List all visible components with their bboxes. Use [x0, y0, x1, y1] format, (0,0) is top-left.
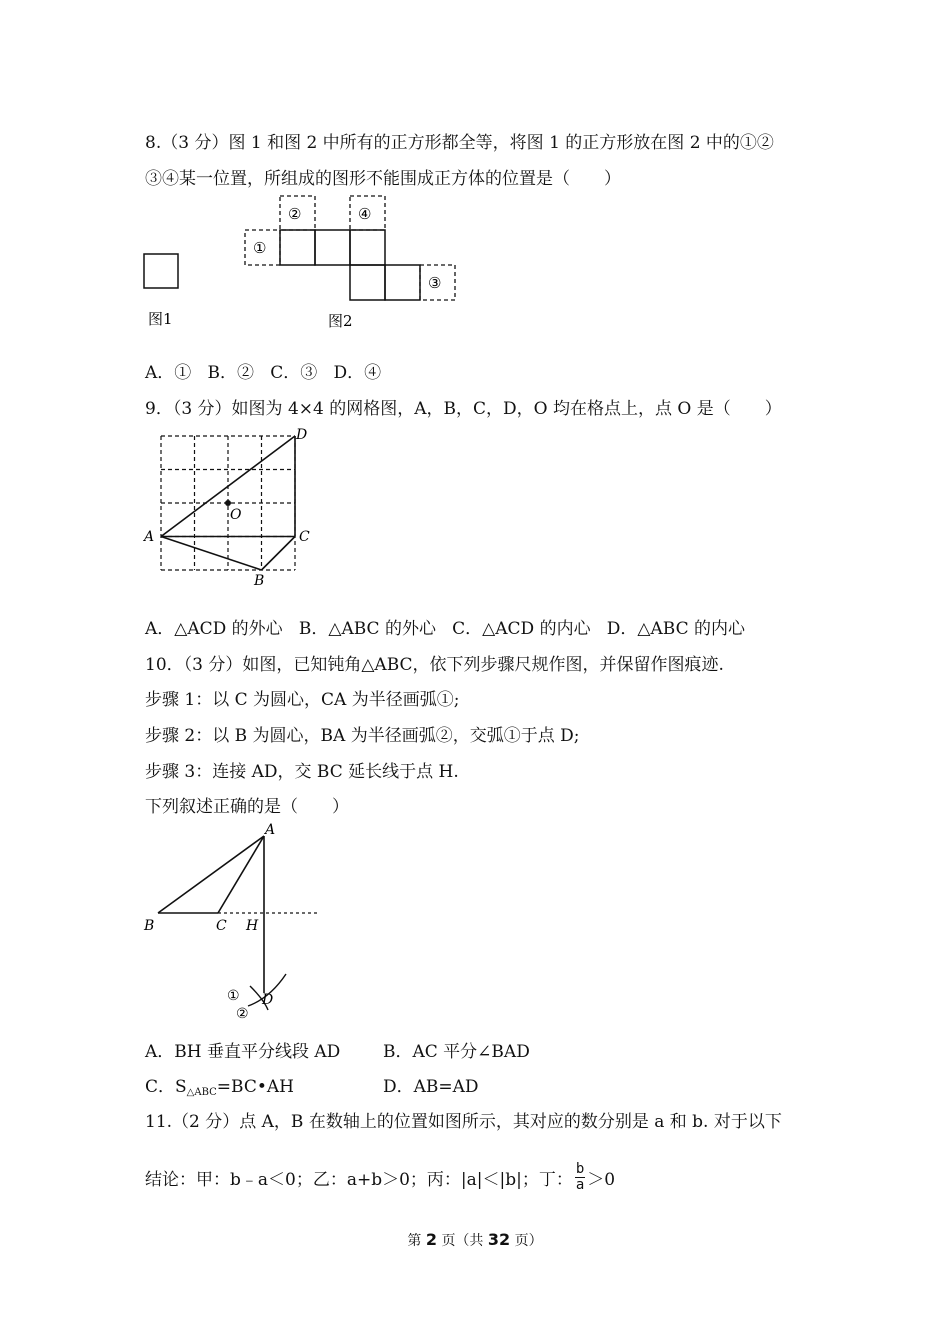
footer-pre: 第: [407, 1233, 422, 1249]
q8-option-d[interactable]: D．④: [333, 363, 382, 383]
label-a: A: [144, 529, 155, 545]
q8-figure-svg: [140, 192, 470, 337]
q11-conclusions: [145, 1162, 615, 1193]
q9-stem: 9．（3 分）如图为 4×4 的网格图，A，B，C，D，O 均在格点上，点 O 是（ ）: [145, 399, 782, 419]
label-d: D: [262, 992, 274, 1008]
q10-option-c[interactable]: [145, 1072, 294, 1098]
arc-mark-1: ①: [227, 988, 240, 1004]
label-h: H: [246, 918, 259, 934]
q10-step1: 步骤 1：以 C 为圆心，CA 为半径画弧①;: [145, 690, 460, 710]
footer-page-number: 2: [425, 1230, 437, 1249]
q8-options: [145, 358, 381, 383]
q8-stem-line2: ③④某一位置，所组成的图形不能围成正方体的位置是（ ）: [145, 169, 621, 189]
q11-stem: 11.（2 分）点 A，B 在数轴上的位置如图所示，其对应的数分别是 a 和 b. 对于以下: [145, 1112, 782, 1132]
q10-option-c-pre: C．S: [145, 1077, 187, 1097]
mark-4: ④: [358, 205, 372, 223]
footer-post: 页）: [514, 1233, 543, 1249]
fig2-solid-squares: [280, 230, 420, 300]
q9-option-b[interactable]: B．△ABC 的外心: [298, 619, 436, 639]
q10-option-c-sub: △ABC: [186, 1087, 217, 1098]
q10-stem: 10．（3 分）如图，已知钝角△ABC，依下列步骤尺规作图，并保留作图痕迹.: [145, 655, 724, 675]
q9-options: [145, 614, 745, 639]
q9-grid-svg: [140, 425, 320, 590]
fig1-square: [144, 254, 178, 288]
label-a: A: [265, 822, 276, 838]
mark-2: ②: [288, 205, 302, 223]
footer-mid: 页（共: [441, 1233, 484, 1249]
q8-figure: [140, 192, 470, 337]
q10-ask: 下列叙述正确的是（ ）: [145, 797, 349, 817]
label-b: B: [144, 918, 155, 934]
fraction-b-over-a: [575, 1162, 585, 1193]
label-c: C: [216, 918, 227, 934]
fraction-denominator: a: [575, 1177, 585, 1193]
q10-option-b[interactable]: B．AC 平分∠BAD: [383, 1042, 530, 1062]
q10-construction-svg: [140, 820, 325, 1025]
q10-option-a[interactable]: A．BH 垂直平分线段 AD: [145, 1042, 341, 1062]
q9-option-d[interactable]: D．△ABC 的内心: [606, 619, 745, 639]
q11-conclusions-text: 结论：甲：b﹣a＜0；乙：a+b＞0；丙：|a|＜|b|；丁：: [145, 1170, 573, 1190]
point-o: [225, 500, 231, 506]
fig1-label: 图1: [148, 310, 173, 328]
label-d: D: [296, 427, 308, 443]
q9-option-c[interactable]: C．△ACD 的内心: [452, 619, 591, 639]
arc-mark-2: ②: [236, 1006, 249, 1022]
footer-total-pages: 32: [487, 1230, 511, 1249]
q11-conclusions-end: ＞0: [587, 1170, 616, 1190]
page-footer: [0, 1230, 950, 1250]
q10-option-d[interactable]: D．AB=AD: [383, 1077, 479, 1097]
q8-option-b[interactable]: B．②: [207, 363, 254, 383]
q9-option-a[interactable]: A．△ACD 的外心: [145, 619, 283, 639]
fraction-numerator: b: [575, 1161, 585, 1177]
label-b: B: [254, 573, 265, 589]
q8-option-c[interactable]: C．③: [270, 363, 318, 383]
label-c: C: [299, 529, 310, 545]
triangle-abc: [158, 836, 264, 913]
label-o: O: [230, 507, 242, 523]
q10-step2: 步骤 2：以 B 为圆心，BA 为半径画弧②，交弧①于点 D;: [145, 726, 580, 746]
q8-stem-line1: 8.（3 分）图 1 和图 2 中所有的正方形都全等，将图 1 的正方形放在图 2 中的①②: [145, 133, 774, 153]
q10-option-c-post: =BC•AH: [216, 1077, 294, 1097]
fig2-label: 图2: [328, 312, 353, 330]
mark-1: ①: [253, 239, 267, 257]
mark-3: ③: [428, 274, 442, 292]
q10-step3: 步骤 3：连接 AD，交 BC 延长线于点 H.: [145, 762, 459, 782]
q8-option-a[interactable]: A．①: [145, 363, 192, 383]
q10-figure: [140, 820, 325, 1025]
q9-figure: [140, 425, 320, 590]
